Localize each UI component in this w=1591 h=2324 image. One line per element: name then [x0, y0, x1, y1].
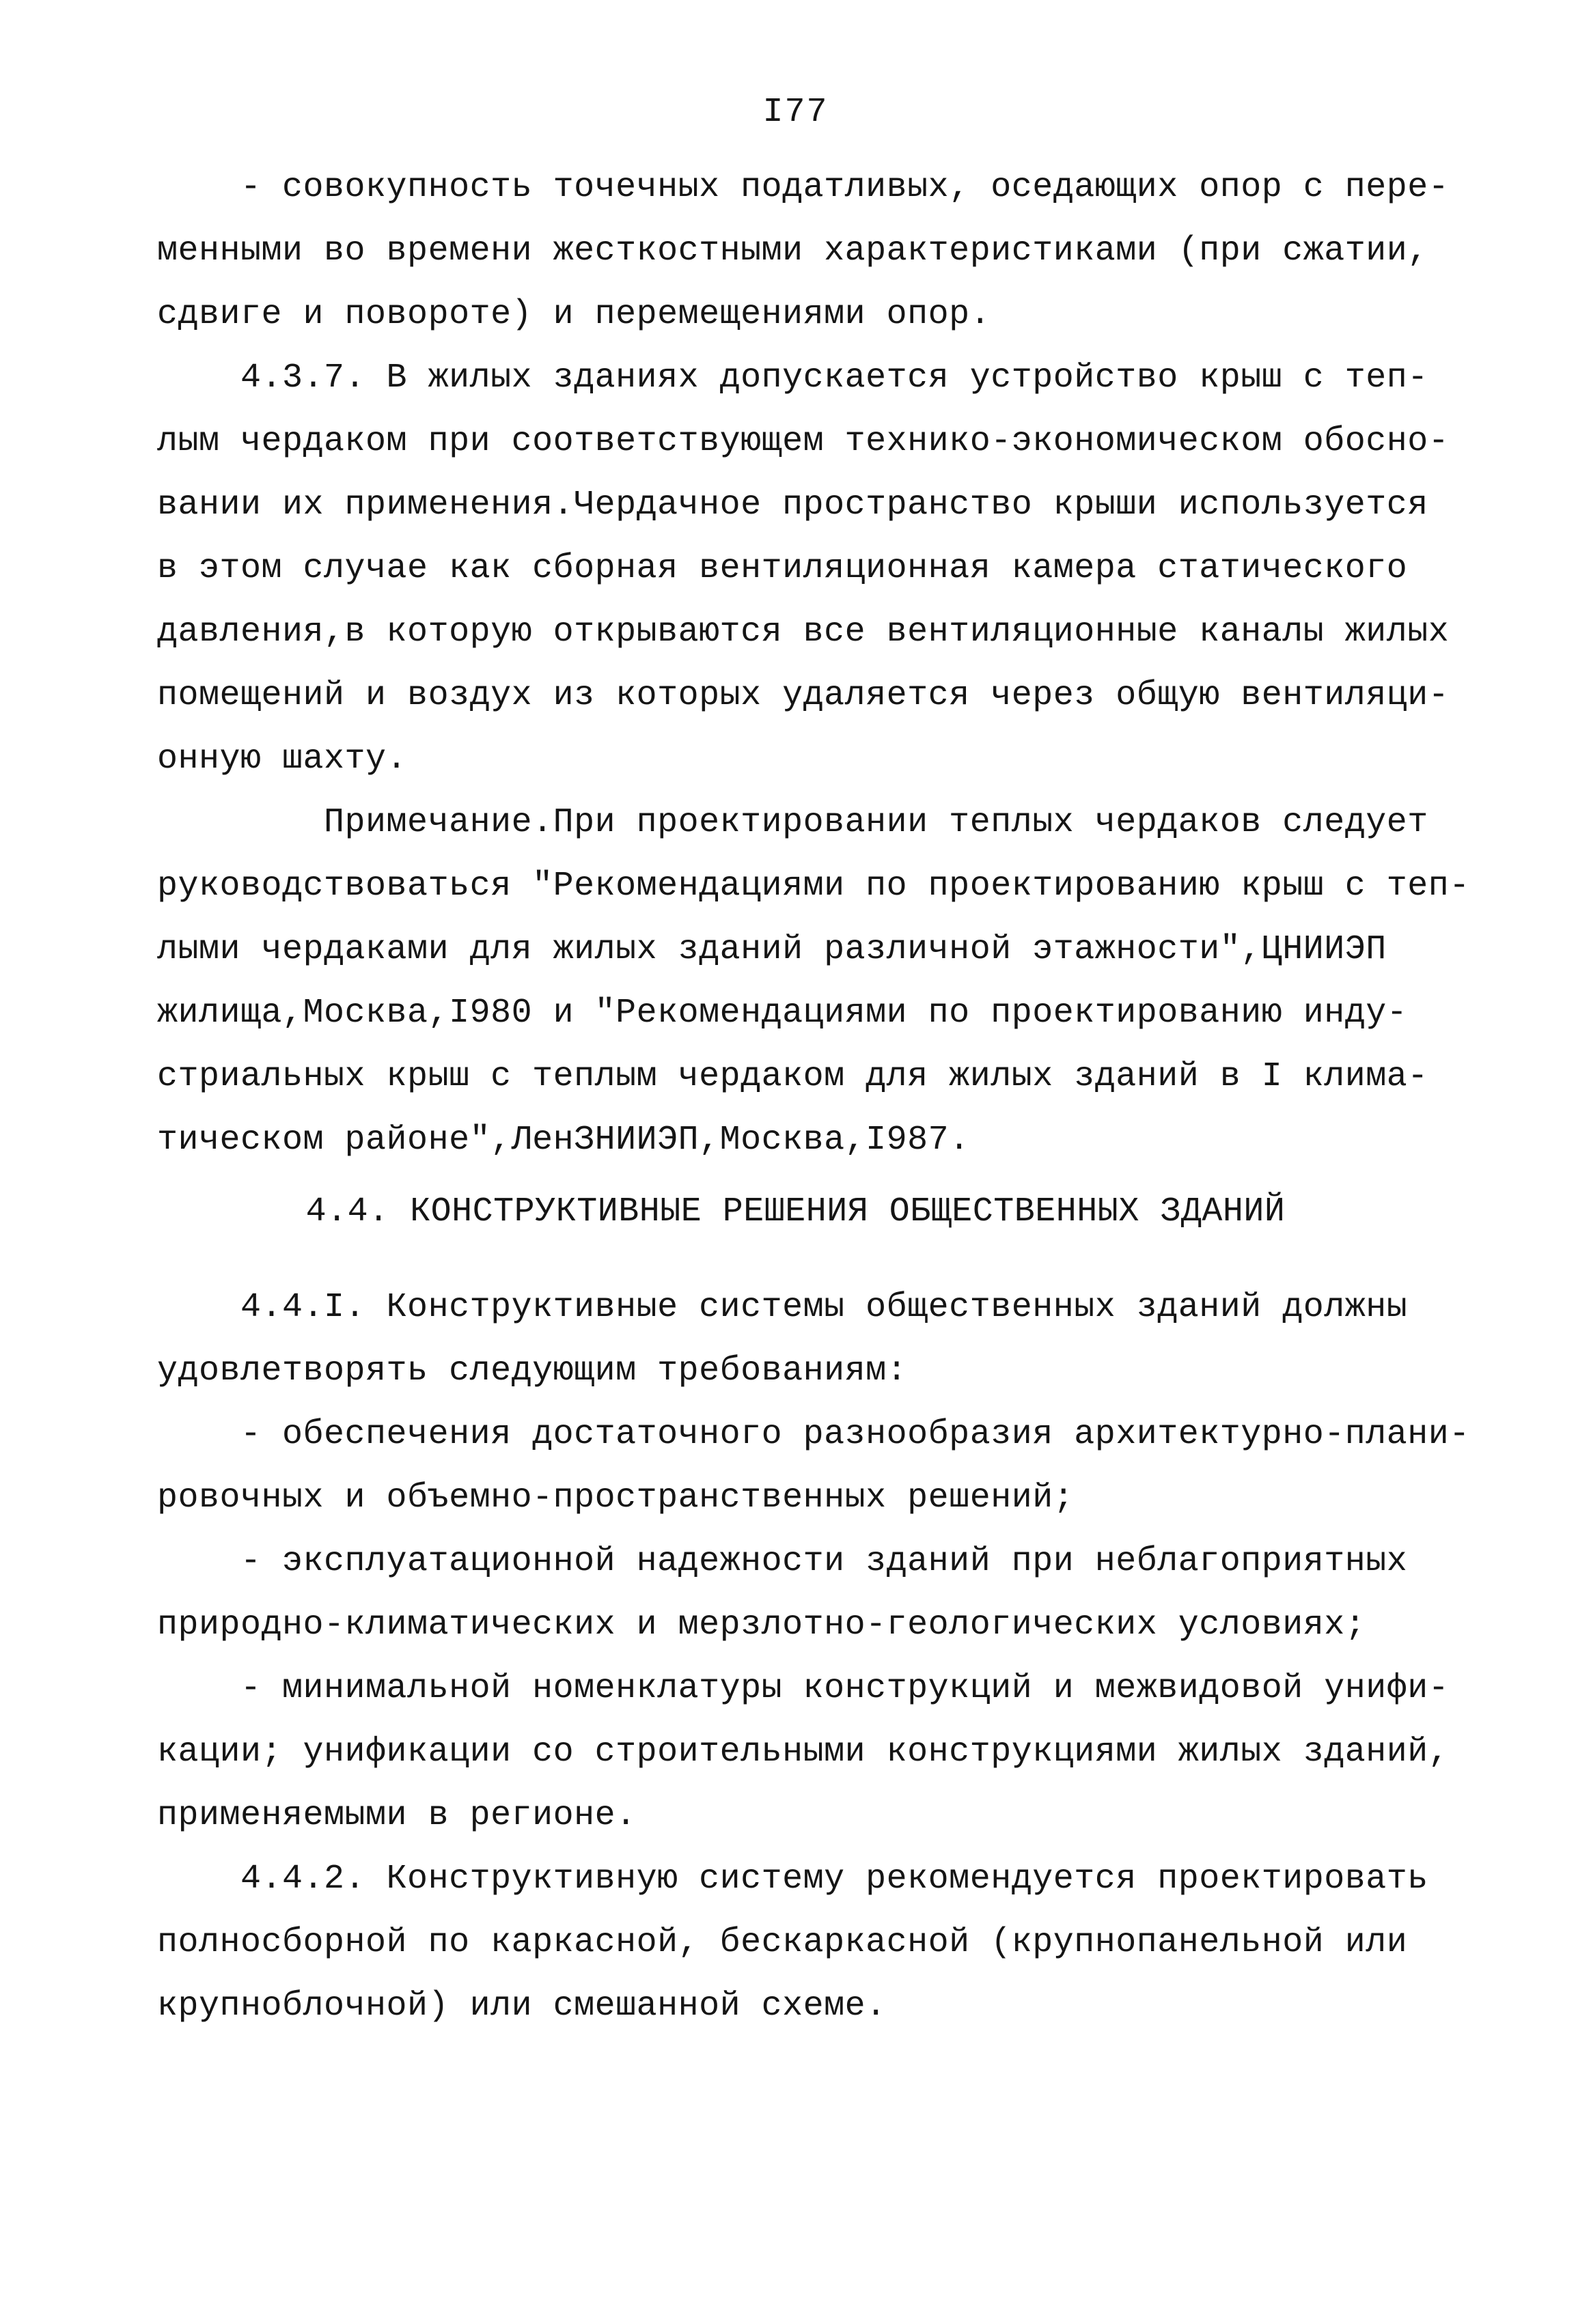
text-line: - минимальной номенклатуры конструкций и межвидовой унифи- [157, 1669, 1450, 1708]
text-line: ровочных и объемно-пространственных решений; [157, 1479, 1075, 1517]
text-line: 4.4.I. Конструктивные системы общественных зданий должны [157, 1288, 1408, 1327]
text-line: удовлетворять следующим требованиям: [157, 1352, 908, 1390]
page-number: I77 [762, 93, 829, 132]
text-line: кации; унификации со строительными конструкциями жилых зданий, [157, 1733, 1450, 1772]
text-line: менными во времени жесткостными характеристиками (при сжатии, [157, 232, 1428, 270]
note-line: Примечание.При проектировании теплых чердаков следует [157, 803, 1428, 842]
text-line: крупноблочной) или смешанной схеме. [157, 1987, 887, 2026]
text-line: давления,в которую открываются все вентиляционные каналы жилых [157, 613, 1450, 652]
text-line: - эксплуатационной надежности зданий при неблагоприятных [157, 1542, 1408, 1581]
text-line: онную шахту. [157, 740, 408, 779]
text-line: полносборной по каркасной, бескаркасной (крупнопанельной или [157, 1923, 1408, 1962]
section-4-4-text [157, 1276, 1470, 2038]
text-line: в этом случае как сборная вентиляционная камера статического [157, 549, 1408, 588]
note-line: руководствоваться "Рекомендациями по проектированию крыш с теп- [157, 867, 1470, 906]
text-line: применяемыми в регионе. [157, 1796, 637, 1835]
text-line: - обеспечения достаточного разнообразия архитектурно-плани- [157, 1415, 1470, 1454]
note-line: стриальных крыш с теплым чердаком для жилых зданий в I клима- [157, 1057, 1428, 1096]
section-heading: 4.4. КОНСТРУКТИВНЫЕ РЕШЕНИЯ ОБЩЕСТВЕННЫХ ЗДАНИЙ [305, 1192, 1286, 1231]
text-line: - совокупность точечных податливых, оседающих опор с пере- [157, 168, 1450, 207]
note-line: лыми чердаками для жилых зданий различной этажности",ЦНИИЭП [157, 930, 1387, 969]
text-line: вании их применения.Чердачное пространство крыши используется [157, 486, 1428, 524]
text-line: помещений и воздух из которых удаляется через общую вентиляци- [157, 676, 1450, 715]
text-line: 4.4.2. Конструктивную систему рекомендуется проектировать [157, 1860, 1428, 1899]
section-4-3-text [157, 156, 1470, 1172]
note-line: жилища,Москва,I980 и "Рекомендациями по проектированию инду- [157, 994, 1408, 1033]
note-line: тическом районе",ЛенЗНИИЭП,Москва,I987. [157, 1121, 970, 1160]
text-line: сдвиге и повороте) и перемещениями опор. [157, 295, 991, 334]
text-line: лым чердаком при соответствующем технико-экономическом обосно- [157, 422, 1450, 461]
text-line: 4.3.7. В жилых зданиях допускается устройство крыш с теп- [157, 359, 1428, 397]
text-line: природно-климатических и мерзлотно-геологических условиях; [157, 1606, 1366, 1644]
